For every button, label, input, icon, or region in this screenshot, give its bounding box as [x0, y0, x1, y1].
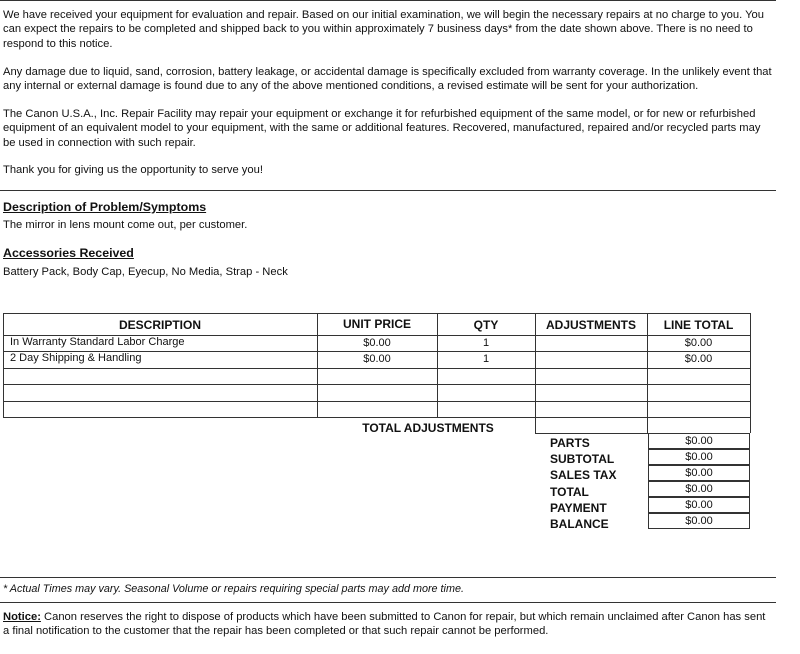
accessories-heading: Accessories Received [3, 246, 134, 260]
top-rule [0, 0, 776, 1]
subtotal-label: SUBTOTAL [550, 452, 615, 466]
payment-value: $0.00 [648, 497, 750, 513]
problem-heading: Description of Problem/Symptoms [3, 200, 207, 214]
payment-label: PAYMENT [550, 501, 607, 515]
intro-paragraph-2: Any damage due to liquid, sand, corrosion, battery leakage, or accidental damage is specifically excluded from warranty coverage. In the unlikely event that any internal or external damage is found due to any of the above mentioned conditions, a revised estimate will be sent for your authorization. [3, 66, 772, 93]
table-line [3, 313, 750, 314]
table-line [3, 401, 750, 402]
notice-label: Notice: [3, 611, 41, 623]
footnote: * Actual Times may vary. Seasonal Volume or repairs requiring special parts may add more time. [3, 583, 464, 595]
header-unit-price: UNIT PRICE [342, 317, 411, 331]
problem-text: The mirror in lens mount come out, per customer. [3, 219, 248, 231]
total-adjustments-label: TOTAL ADJUSTMENTS [362, 421, 494, 435]
intro-paragraph-3: The Canon U.S.A., Inc. Repair Facility may repair your equipment or exchange it for refurbished equipment of the same model, or for new or refurbished equipment of an equivalent model to your equipment, with the same or additional features. Recovered, manufactured, repaired and/or recycled parts may be used in connection with such repair. [3, 108, 761, 149]
balance-value: $0.00 [648, 513, 750, 529]
row-1-qty: 1 [482, 337, 490, 349]
sales-tax-label: SALES TAX [550, 468, 617, 482]
total-label: TOTAL [550, 485, 589, 499]
header-qty: QTY [473, 318, 499, 332]
row-1-description: In Warranty Standard Labor Charge [10, 336, 185, 348]
table-line [3, 384, 750, 385]
table-line [3, 417, 750, 418]
table-line [3, 368, 750, 369]
subtotal-value: $0.00 [648, 449, 750, 465]
row-2-line-total: $0.00 [684, 353, 713, 365]
sales-tax-value: $0.00 [648, 465, 750, 481]
intro-paragraph-4: Thank you for giving us the opportunity to serve you! [3, 164, 263, 176]
header-description: DESCRIPTION [118, 318, 201, 332]
parts-label: PARTS [550, 436, 590, 450]
table-line [750, 313, 751, 433]
total-value: $0.00 [648, 481, 750, 497]
row-2-unit-price: $0.00 [363, 353, 391, 365]
parts-value: $0.00 [648, 433, 750, 449]
row-2-description: 2 Day Shipping & Handling [10, 352, 142, 364]
row-2-qty: 1 [482, 353, 490, 365]
section-rule [0, 190, 776, 191]
row-1-line-total: $0.00 [684, 337, 713, 349]
header-line-total: LINE TOTAL [663, 318, 734, 332]
notice-text: Canon reserves the right to dispose of products which have been submitted to Canon for repair, but which remain unclaimed after Canon has sent a final notification to the customer that the repair has been completed or that such repair cannot be performed. [3, 611, 766, 638]
row-1-unit-price: $0.00 [363, 337, 391, 349]
intro-paragraph-1: We have received your equipment for evaluation and repair. Based on our initial examination, we will begin the necessary repairs at no charge to you. You can expect the repairs to be completed and shipped back to you within approximately 7 business days* from the date shown above. There is no need to respond to this notice. [3, 9, 764, 50]
notice-rule [0, 602, 776, 603]
accessories-text: Battery Pack, Body Cap, Eyecup, No Media, Strap - Neck [3, 266, 288, 278]
header-adjustments: ADJUSTMENTS [545, 318, 636, 332]
footnote-rule [0, 577, 776, 578]
balance-label: BALANCE [550, 517, 609, 531]
notice [3, 610, 773, 639]
